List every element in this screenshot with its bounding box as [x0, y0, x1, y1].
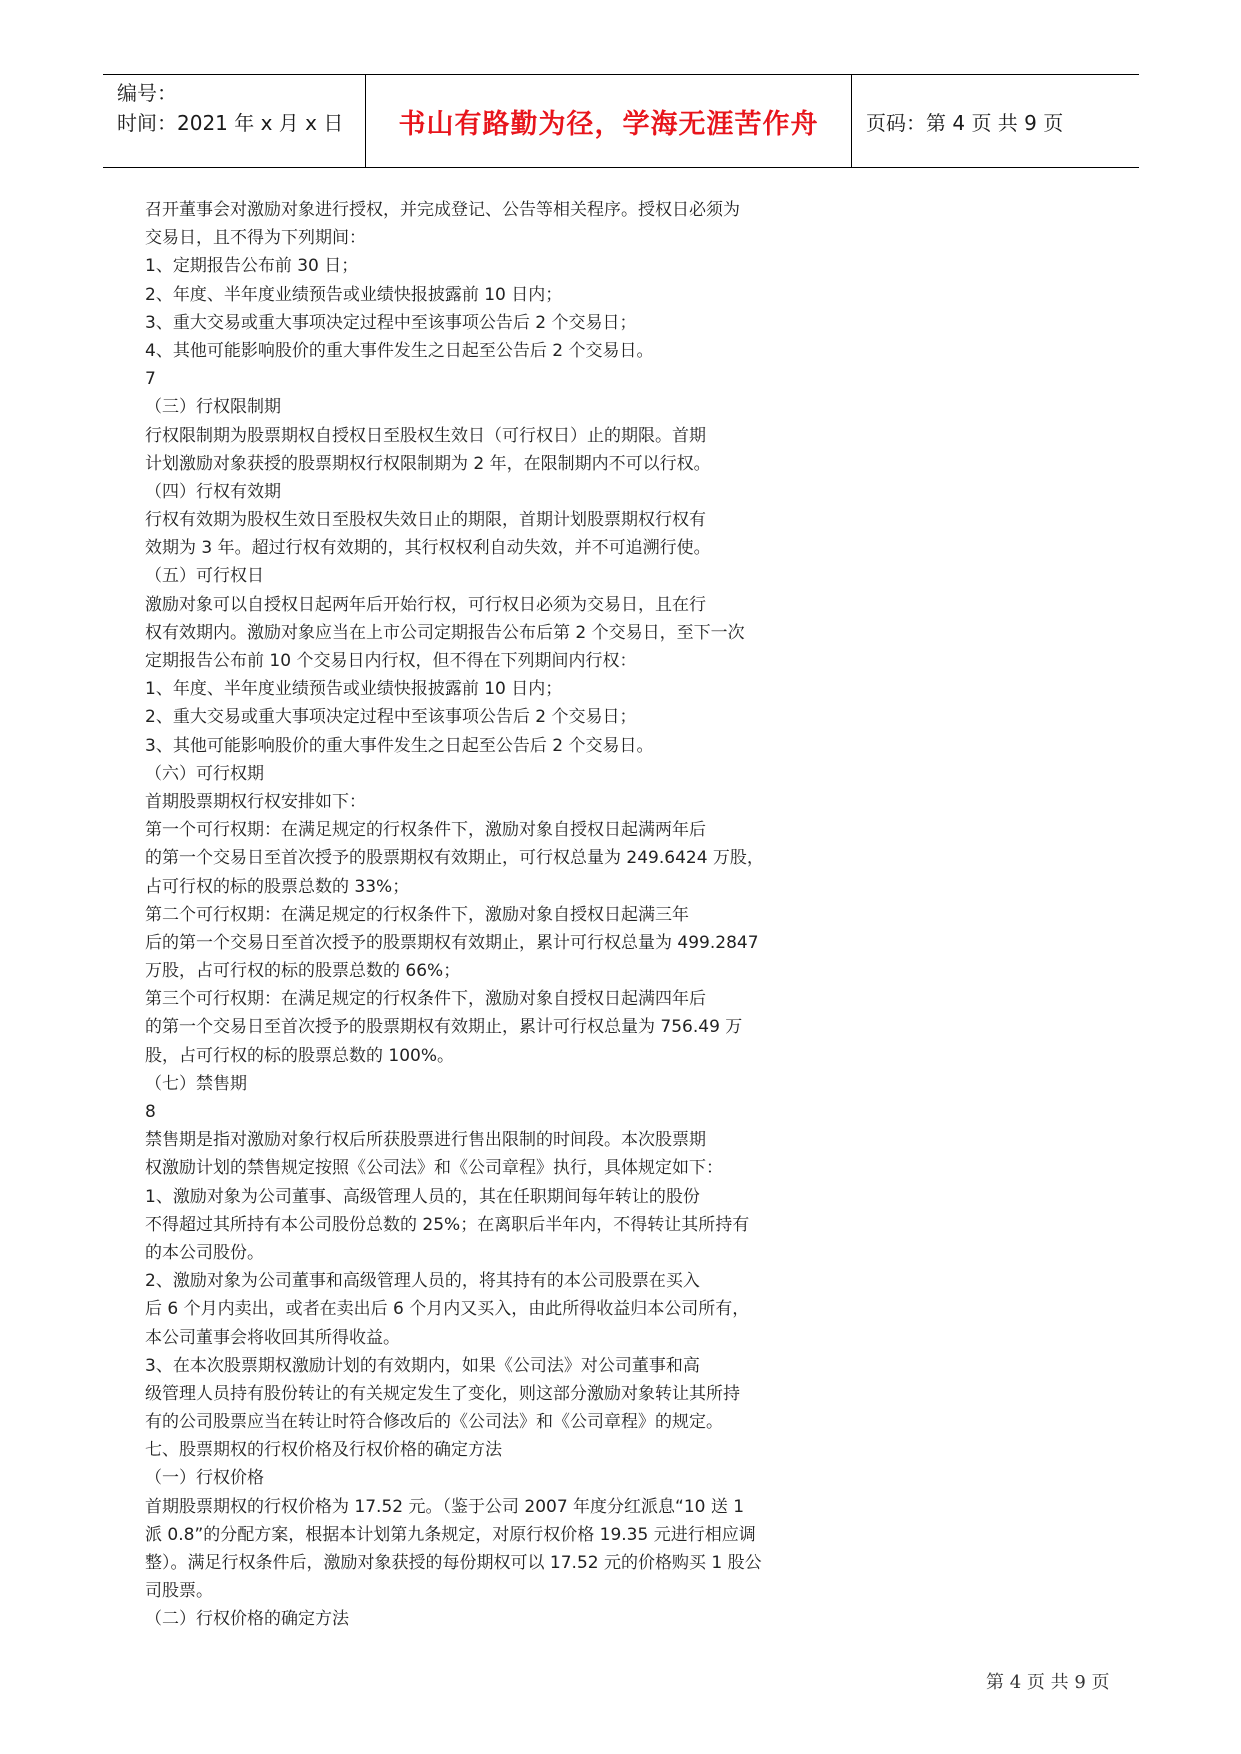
body-line: 第二个可行权期：在满足规定的行权条件下，激励对象自授权日起满三年 — [145, 904, 689, 925]
body-line: 3、其他可能影响股价的重大事件发生之日起至公告后 2 个交易日。 — [145, 735, 654, 756]
body-line: （四）行权有效期 — [145, 481, 281, 502]
body-line: （五）可行权日 — [145, 566, 264, 587]
body-line: 的第一个交易日至首次授予的股票期权有效期止，累计可行权总量为 756.49 万 — [145, 1017, 743, 1038]
header-meta — [103, 75, 366, 167]
body-line: 交易日，且不得为下列期间： — [145, 228, 366, 249]
body-line: 权激励计划的禁售规定按照《公司法》和《公司章程》执行，具体规定如下： — [145, 1158, 723, 1179]
body-line: 第一个可行权期：在满足规定的行权条件下，激励对象自授权日起满两年后 — [145, 820, 706, 841]
body-line: 级管理人员持有股份转让的有关规定发生了变化，则这部分激励对象转让其所持 — [145, 1383, 740, 1404]
body-line: 激励对象可以自授权日起两年后开始行权，可行权日必须为交易日，且在行 — [145, 594, 706, 615]
body-line: 司股票。 — [145, 1581, 213, 1602]
page-header — [103, 74, 1139, 168]
body-line: 计划激励对象获授的股票期权行权限制期为 2 年，在限制期内不可以行权。 — [145, 453, 711, 474]
body-line: （二）行权价格的确定方法 — [145, 1609, 349, 1630]
body-line: 行权有效期为股权生效日至股权失效日止的期限，首期计划股票期权行权有 — [145, 510, 706, 531]
body-line: 权有效期内。激励对象应当在上市公司定期报告公布后第 2 个交易日，至下一次 — [145, 622, 745, 643]
body-line: （三）行权限制期 — [145, 397, 281, 418]
body-line: 首期股票期权的行权价格为 17.52 元。（鉴于公司 2007 年度分红派息“10 送 1 — [145, 1496, 745, 1517]
body-line: 8 — [145, 1102, 156, 1122]
body-line: 的第一个交易日至首次授予的股票期权有效期止，可行权总量为 249.6424 万股， — [145, 848, 764, 869]
body-line: 2、重大交易或重大事项决定过程中至该事项公告后 2 个交易日； — [145, 707, 637, 728]
body-line: 的本公司股份。 — [145, 1242, 264, 1263]
body-line: 后的第一个交易日至首次授予的股票期权有效期止，累计可行权总量为 499.2847 — [145, 932, 759, 953]
body-line: 第三个可行权期：在满足规定的行权条件下，激励对象自授权日起满四年后 — [145, 989, 706, 1010]
body-line: 2、年度、半年度业绩预告或业绩快报披露前 10 日内； — [145, 284, 563, 305]
body-line: 7 — [145, 369, 156, 390]
document-number-label: 编号： — [117, 81, 177, 105]
page-footer: 第 4 页 共 9 页 — [986, 1672, 1110, 1693]
body-line: 4、其他可能影响股价的重大事件发生之日起至公告后 2 个交易日。 — [145, 340, 654, 361]
body-line: （七）禁售期 — [145, 1073, 247, 1094]
body-line: 不得超过其所持有本公司股份总数的 25%；在离职后半年内，不得转让其所持有 — [145, 1214, 750, 1235]
body-line: 禁售期是指对激励对象行权后所获股票进行售出限制的时间段。本次股票期 — [145, 1130, 706, 1151]
body-line: 3、在本次股票期权激励计划的有效期内，如果《公司法》对公司董事和高 — [145, 1355, 700, 1376]
body-line: 效期为 3 年。超过行权有效期的，其行权权利自动失效，并不可追溯行使。 — [145, 538, 711, 559]
body-line: 七、股票期权的行权价格及行权价格的确定方法 — [145, 1440, 502, 1461]
header-motto: 书山有路勤为径，学海无涯苦作舟 — [366, 75, 852, 167]
header-page-code: 页码：第 4 页 共 9 页 — [866, 110, 1064, 135]
body-line: 3、重大交易或重大事项决定过程中至该事项公告后 2 个交易日； — [145, 312, 637, 333]
body-line: 1、激励对象为公司董事、高级管理人员的，其在任职期间每年转让的股份 — [145, 1186, 700, 1207]
body-line: 召开董事会对激励对象进行授权，并完成登记、公告等相关程序。授权日必须为 — [145, 200, 740, 220]
body-line: 首期股票期权行权安排如下： — [145, 791, 366, 812]
body-line: 派 0.8”的分配方案，根据本计划第九条规定，对原行权价格 19.35 元进行相应调 — [145, 1524, 756, 1545]
body-line: 1、年度、半年度业绩预告或业绩快报披露前 10 日内； — [145, 679, 563, 700]
body-line: （一）行权价格 — [145, 1468, 264, 1489]
document-body — [145, 196, 825, 1634]
body-line: 有的公司股票应当在转让时符合修改后的《公司法》和《公司章程》的规定。 — [145, 1412, 723, 1433]
body-line: 2、激励对象为公司董事和高级管理人员的，将其持有的本公司股票在买入 — [145, 1271, 700, 1292]
document-time-label: 时间：2021 年 x 月 x 日 — [117, 111, 344, 135]
body-line: 万股，占可行权的标的股票总数的 66%； — [145, 961, 461, 982]
body-line: 行权限制期为股票期权自授权日至股权生效日（可行权日）止的期限。首期 — [145, 425, 706, 446]
body-line: 整）。满足行权条件后，激励对象获授的每份期权可以 17.52 元的价格购买 1 股公 — [145, 1553, 762, 1573]
body-line: 1、定期报告公布前 30 日； — [145, 256, 359, 277]
body-line: （六）可行权期 — [145, 763, 264, 784]
body-line: 后 6 个月内卖出，或者在卖出后 6 个月内又买入，由此所得收益归本公司所有， — [145, 1299, 750, 1320]
body-line: 股，占可行权的标的股票总数的 100%。 — [145, 1045, 455, 1066]
body-line: 定期报告公布前 10 个交易日内行权，但不得在下列期间内行权： — [145, 651, 637, 671]
body-line: 本公司董事会将收回其所得收益。 — [145, 1327, 400, 1348]
body-line: 占可行权的标的股票总数的 33%； — [145, 876, 410, 897]
